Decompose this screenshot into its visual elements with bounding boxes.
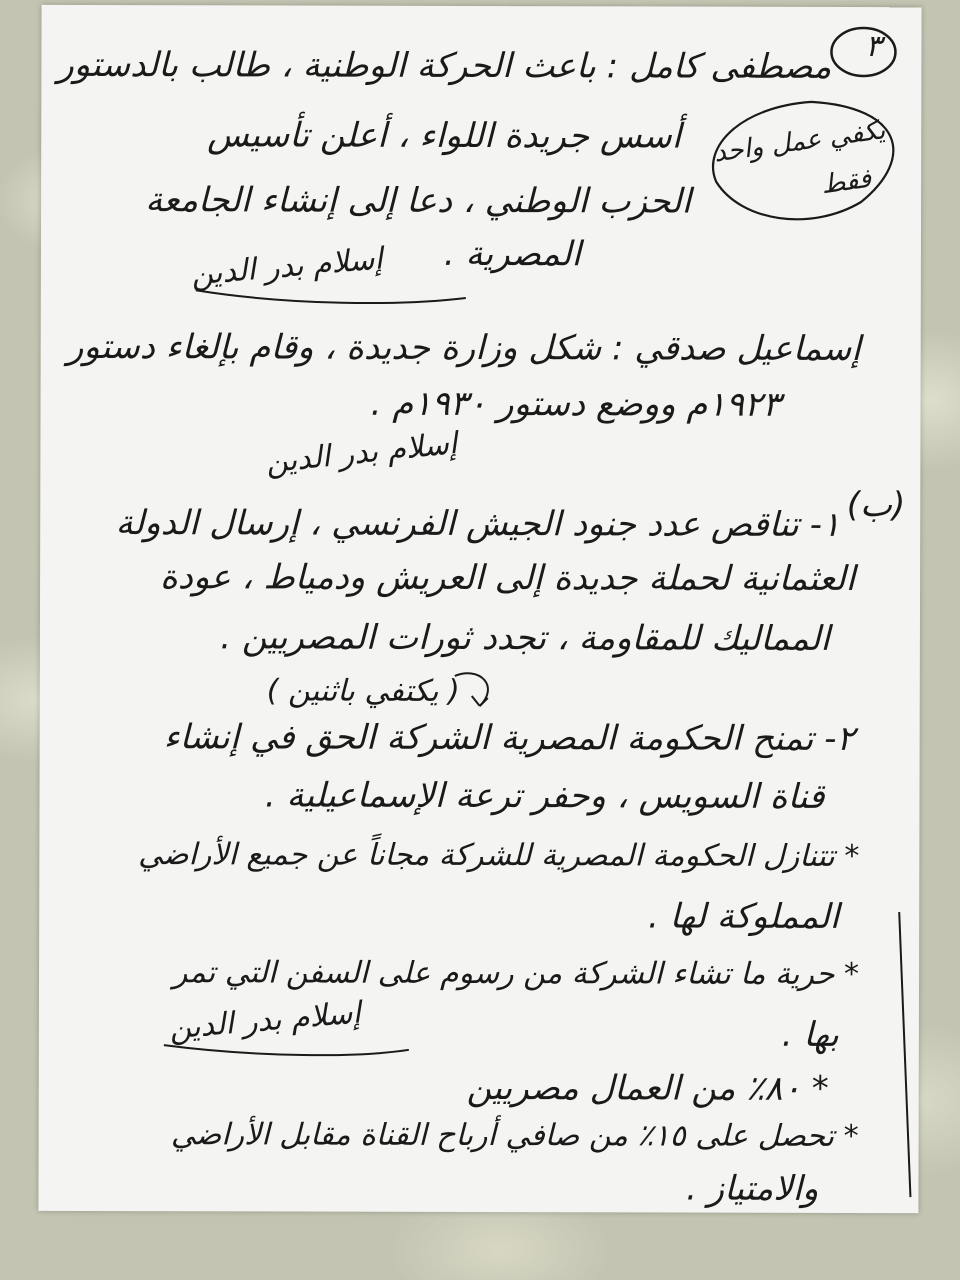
side-note-line2: فقط	[819, 163, 873, 201]
bullet3: * ٨٠٪ من العمال مصريين	[466, 1067, 829, 1109]
block2-line2: ١٩٢٣م ووضع دستور ١٩٣٠م .	[370, 383, 781, 425]
block3-line3: المماليك للمقاومة ، تجدد ثورات المصريين .	[220, 617, 830, 659]
block3-line1: ١- تناقص عدد جنود الجيش الفرنسي ، إرسال الدولة	[115, 503, 841, 545]
block3-label: (ب)	[846, 484, 906, 526]
signature-1: إسلام بدر الدين	[189, 241, 385, 293]
block1-line3: الحزب الوطني ، دعا إلى إنشاء الجامعة	[145, 180, 692, 222]
paper-sheet	[38, 5, 921, 1213]
question-number: ٣	[865, 29, 882, 65]
question-number-circle	[831, 28, 895, 76]
block1-line2: أسس جريدة اللواء ، أعلن تأسيس	[207, 115, 682, 157]
signature-underline-3	[164, 1045, 409, 1055]
block3-line2: العثمانية لحملة جديدة إلى العريش ودمياط ، عودة	[159, 557, 856, 599]
signature-underline-1	[196, 290, 466, 303]
signature-2: إسلام بدر الدين	[264, 425, 459, 481]
bullet4-line2: والامتياز .	[686, 1168, 819, 1209]
block4-line2: قناة السويس ، وحفر ترعة الإسماعيلية .	[264, 775, 825, 817]
side-note-line1: يكفي عمل واحد	[712, 115, 888, 169]
block1-line1: مصطفى كامل : باعث الحركة الوطنية ، طالب بالدستور	[57, 44, 832, 87]
margin-line	[898, 912, 911, 1197]
block3-note: ( يكتفي باثنين )	[266, 673, 460, 709]
signature-3: إسلام بدر الدين	[167, 995, 363, 1047]
bullet2-line1: * حرية ما تشاء الشركة من رسوم على السفن التي تمر	[172, 955, 860, 992]
bullet2-line2: بها .	[781, 1014, 839, 1055]
block1-line4: المصرية .	[443, 233, 581, 275]
bullet1-line1: * تتنازل الحكومة المصرية للشركة مجاناً عن جميع الأراضي	[138, 837, 860, 874]
block4-line1: ٢- تمنح الحكومة المصرية الشركة الحق في إنشاء	[163, 717, 855, 759]
bullet4-line1: * تحصل على ١٥٪ من صافي أرباح القناة مقابل الأراضي	[170, 1117, 859, 1154]
bullet1-line2: المملوكة لها .	[647, 896, 840, 937]
block2-line1: إسماعيل صدقي : شكل وزارة جديدة ، وقام بإلغاء دستور	[66, 326, 861, 369]
